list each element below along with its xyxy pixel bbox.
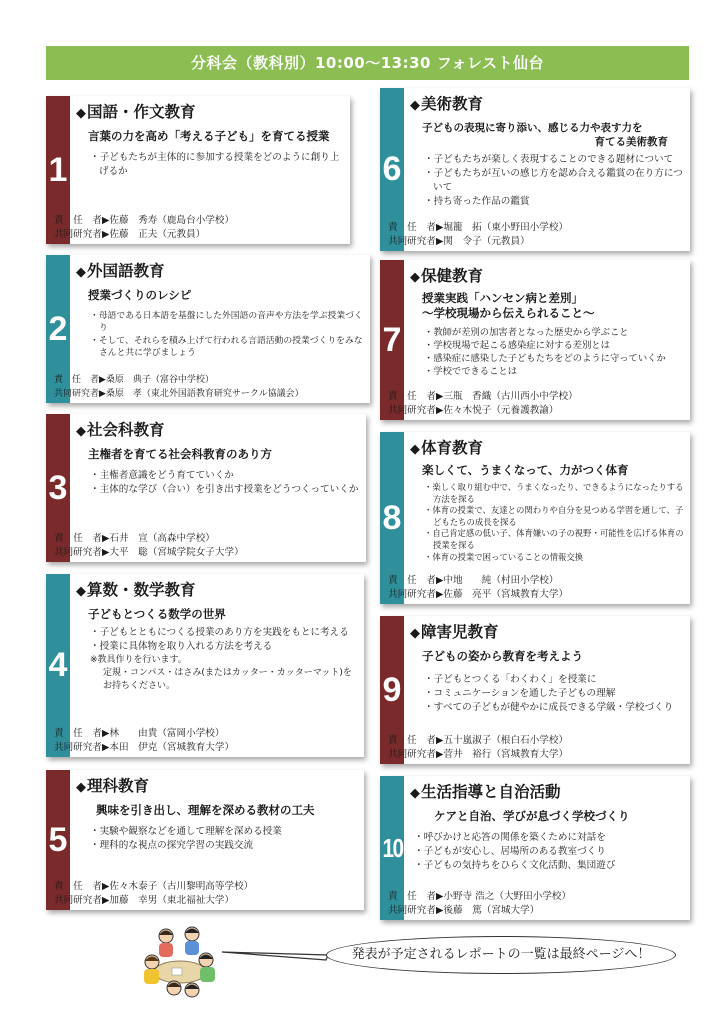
session-subtitle: 主権者を育てる社会科教育のあり方 (88, 447, 272, 461)
session-title: ◆障害児教育 (410, 623, 499, 641)
session-card-1 (46, 96, 350, 244)
topic-list (90, 626, 358, 654)
session-number: 1 (46, 96, 70, 244)
diamond-icon: ◆ (76, 584, 86, 599)
list-item: ・母語である日本語を基盤にした外国語の音声や方法を学ぶ授業づくり (90, 311, 363, 334)
list-item: ・自己肯定感の低い子、体育嫌いの子の視野・可能性を広げる体育の授業を探る (424, 528, 684, 550)
session-subtitle: 授業実践「ハンセン病と差別」 〜学校現場から伝えられること〜 (422, 291, 595, 320)
topic-list (424, 326, 684, 378)
list-item: ・子どもとともにつくる授業のあり方を実践をもとに考える (90, 627, 349, 638)
session-title: ◆美術教育 (410, 95, 484, 113)
session-number: 10 (380, 776, 404, 920)
session-card-7 (380, 260, 690, 420)
diamond-icon: ◆ (410, 442, 420, 457)
list-item: ・楽しく取り組む中で、うまくなったり、できるようになったりする方法を探る (424, 482, 684, 504)
list-item: ・感染症に感染した子どもたちをどのように守っていくか (424, 353, 666, 364)
list-item: ・子どもたちが互いの感じ方を認め合える鑑賞の在り方について (424, 168, 683, 193)
staff-info: 責 任 者▶中地 純（村田小学校） 共同研究者▶佐藤 亮平（宮城教育大学） (388, 575, 569, 600)
list-item: ・学校現場で起こる感染症に対する差別とは (424, 340, 610, 351)
list-item: ・体育の授業で、友達との関わりや自分を見つめる学習を通して、子どもたちの成長を探る (424, 505, 684, 527)
list-item: ・理科的な視点の探究学習の実践交流 (90, 840, 254, 851)
list-item: ・すべての子どもが健やかに成長できる学級・学校づくり (424, 702, 674, 713)
staff-info: 責 任 者▶堀籠 拓（東小野田小学校） 共同研究者▶関 令子（元教員） (388, 222, 569, 247)
staff-info: 責 任 者▶三瓶 香織（古川西小中学校） 共同研究者▶佐々木悦子（元養護教諭） (388, 391, 578, 416)
session-number: 3 (46, 414, 70, 562)
session-card-9 (380, 616, 690, 764)
topic-list (424, 153, 684, 209)
list-item: ・子どもたちが主体的に参加する授業をどのように創り上げるか (90, 152, 340, 177)
list-item: ・学校でできることは (424, 366, 517, 377)
session-title: ◆外国語教育 (76, 262, 165, 280)
staff-info: 責 任 者▶小野寺 浩之（大野田小学校） 共同研究者▶後藤 篤（宮城大学） (388, 891, 572, 916)
list-item: ・呼びかけと応答の関係を築くために対話を (414, 832, 606, 843)
diamond-icon: ◆ (410, 98, 420, 113)
diamond-icon: ◆ (76, 106, 86, 121)
session-subtitle: 興味を引き出し、理解を深める教材の工夫 (96, 803, 315, 817)
session-subtitle: 授業づくりのレシピ (88, 288, 192, 302)
list-item: ・体育の授業で困っていることの情報交換 (424, 551, 584, 562)
speech-bubble: 発表が予定されるレポートの一覧は最終ページへ！ (326, 936, 676, 974)
session-card-6 (380, 88, 690, 251)
staff-info: 責 任 者▶佐藤 秀寿（鹿島台小学校） 共同研究者▶佐藤 正夫（元教員） (54, 215, 235, 240)
session-card-2 (46, 255, 370, 403)
topic-list (90, 469, 360, 497)
session-number: 7 (380, 260, 404, 420)
session-title: ◆社会科教育 (76, 421, 165, 439)
list-item: ・実験や観察などを通して理解を深める授業 (90, 826, 282, 837)
session-subtitle: 楽しくて、うまくなって、力がつく体育 (422, 463, 629, 477)
people-discussion-illustration (140, 924, 220, 1002)
diamond-icon: ◆ (410, 270, 420, 285)
session-number: 4 (46, 574, 70, 757)
list-item: ・コミュニケーションを通した子どもの理解 (424, 688, 616, 699)
list-item: ・子どもが安心し、居場所のある教室づくり (414, 846, 606, 857)
staff-info: 責 任 者▶石井 宣（高森中学校） 共同研究者▶大平 聡（宮城学院女子大学） (54, 533, 244, 558)
list-item: ・主体的な学び（合い）を引き出す授業をどうつくっていくか (90, 484, 359, 495)
diamond-icon: ◆ (76, 780, 86, 795)
session-card-4 (46, 574, 364, 757)
session-number: 2 (46, 255, 70, 403)
session-number: 8 (380, 432, 404, 604)
topic-list (90, 825, 358, 853)
staff-info: 責 任 者▶桑原 典子（富谷中学校） 共同研究者▶桑原 孝（東北外国語教育研究サークル協議会） (54, 375, 304, 399)
topic-list (424, 482, 684, 563)
list-item: ・子どもたちが楽しく表現することのできる題材について (424, 154, 674, 165)
topic-list (414, 831, 684, 873)
session-title: ◆国語・作文教育 (76, 103, 196, 121)
staff-info: 責 任 者▶林 由貴（富岡小学校） 共同研究者▶本田 伊克（宮城教育大学） (54, 728, 235, 753)
session-card-3 (46, 414, 366, 562)
list-item: ・教師が差別の加害者となった歴史から学ぶこと (424, 327, 629, 338)
speech-tail (222, 950, 332, 964)
session-number: 5 (46, 770, 70, 910)
list-item: ・持ち寄った作品の鑑賞 (424, 196, 530, 207)
session-title: ◆生活指導と自治活動 (410, 783, 561, 801)
session-title: ◆体育教育 (410, 439, 484, 457)
diamond-icon: ◆ (76, 265, 86, 280)
session-title: ◆保健教育 (410, 267, 484, 285)
session-subtitle: 子どもとつくる数学の世界 (88, 607, 226, 621)
list-item: ・授業に具体物を取り入れる方法を考える (90, 641, 273, 652)
session-number: 6 (380, 88, 404, 251)
staff-info: 責 任 者▶佐々木泰子（古川黎明高等学校） 共同研究者▶加藤 幸男（東北福祉大学） (54, 881, 254, 906)
session-subtitle: 言葉の力を高め「考える子ども」を育てる授業 (88, 129, 330, 143)
topic-list (424, 673, 684, 715)
diamond-icon: ◆ (410, 626, 420, 641)
topic-list (90, 151, 344, 179)
session-card-8 (380, 432, 690, 604)
list-item: ・そして、それらを積み上げて行われる言語活動の授業づくりをみなさんと共に学びましょう (90, 335, 363, 358)
session-card-5 (46, 770, 364, 910)
page-banner: 分科会（教科別）10:00〜13:30 フォレスト仙台 (46, 46, 689, 80)
list-item: ・子どもとつくる「わくわく」を授業に (424, 674, 597, 685)
staff-info: 責 任 者▶五十嵐淑子（根白石小学校） 共同研究者▶菅井 裕行（宮城教育大学） (388, 735, 569, 760)
session-number: 9 (380, 616, 404, 764)
topic-list (90, 310, 364, 359)
session-subtitle: ケアと自治、学びが息づく学校づくり (434, 809, 630, 823)
list-item: ・子どもの気持ちをひらく文化活動、集団遊び (414, 860, 616, 871)
session-card-10 (380, 776, 690, 920)
diamond-icon: ◆ (410, 786, 420, 801)
session-title: ◆理科教育 (76, 777, 150, 795)
session-subtitle: 子どもの表現に寄り添い、感じる力や表す力を 育てる美術教育 (422, 122, 668, 148)
diamond-icon: ◆ (76, 424, 86, 439)
session-title: ◆算数・数学教育 (76, 581, 196, 599)
session-subtitle: 子どもの姿から教育を考えよう (422, 649, 583, 663)
equipment-note: ※教具作りを行います。 定規・コンパス・はさみ(またはカッター・カッターマット)を お持ちください。 (90, 655, 352, 691)
list-item: ・主権者意識をどう育てていくか (90, 470, 234, 481)
